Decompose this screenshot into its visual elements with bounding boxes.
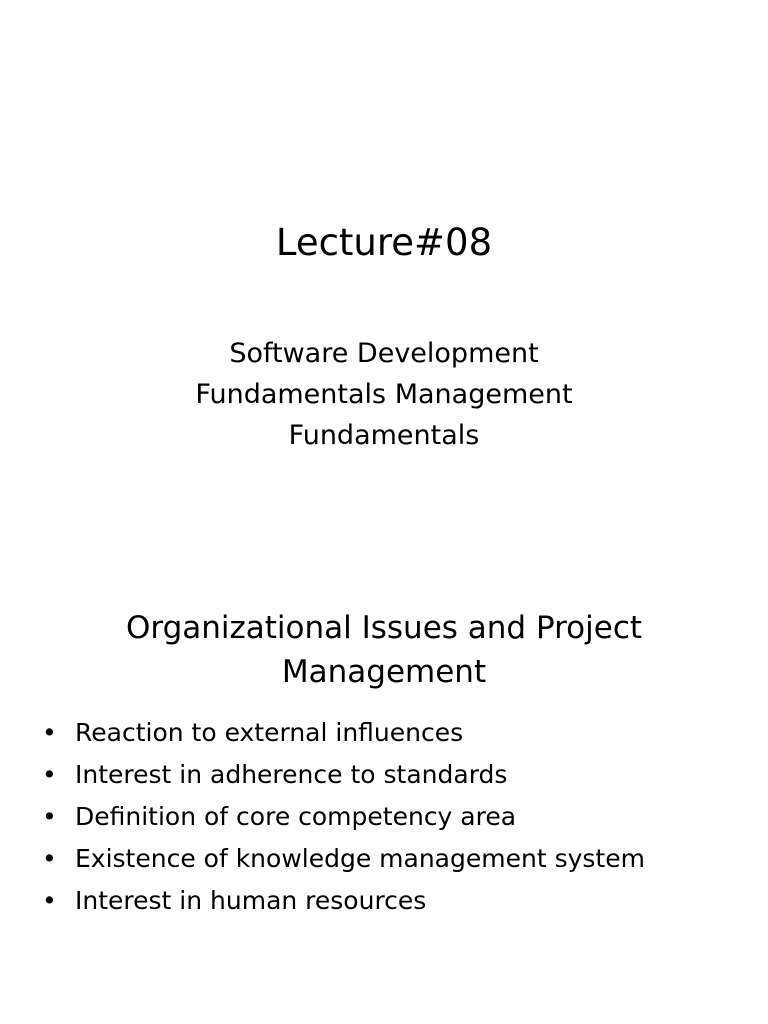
list-item-text: Interest in adherence to standards: [75, 760, 508, 789]
list-item-text: Existence of knowledge management system: [75, 844, 645, 873]
list-item: [0, 796, 768, 838]
list-item-text: Reaction to external influences: [75, 718, 464, 747]
bullet-icon: •: [42, 718, 57, 747]
subtitle-line: Fundamentals: [288, 420, 480, 451]
list-item: [0, 712, 768, 754]
list-item-text: Interest in human resources: [75, 886, 427, 915]
slide-subtitle: [0, 333, 768, 456]
bullet-icon: •: [42, 802, 57, 831]
section-heading-line: Organizational Issues and Project: [125, 610, 643, 646]
bullet-list: [0, 712, 768, 922]
section-heading: [0, 606, 768, 694]
section-heading-line: Management: [281, 654, 487, 690]
list-item: [0, 838, 768, 880]
list-item: [0, 880, 768, 922]
slide-title: Lecture#08: [275, 221, 493, 264]
subtitle-line: Software Development: [229, 338, 539, 369]
bullet-icon: •: [42, 844, 57, 873]
list-item: [0, 754, 768, 796]
bullet-icon: •: [42, 886, 57, 915]
bullet-icon: •: [42, 760, 57, 789]
subtitle-line: Fundamentals Management: [195, 379, 573, 410]
list-item-text: Definition of core competency area: [75, 802, 517, 831]
